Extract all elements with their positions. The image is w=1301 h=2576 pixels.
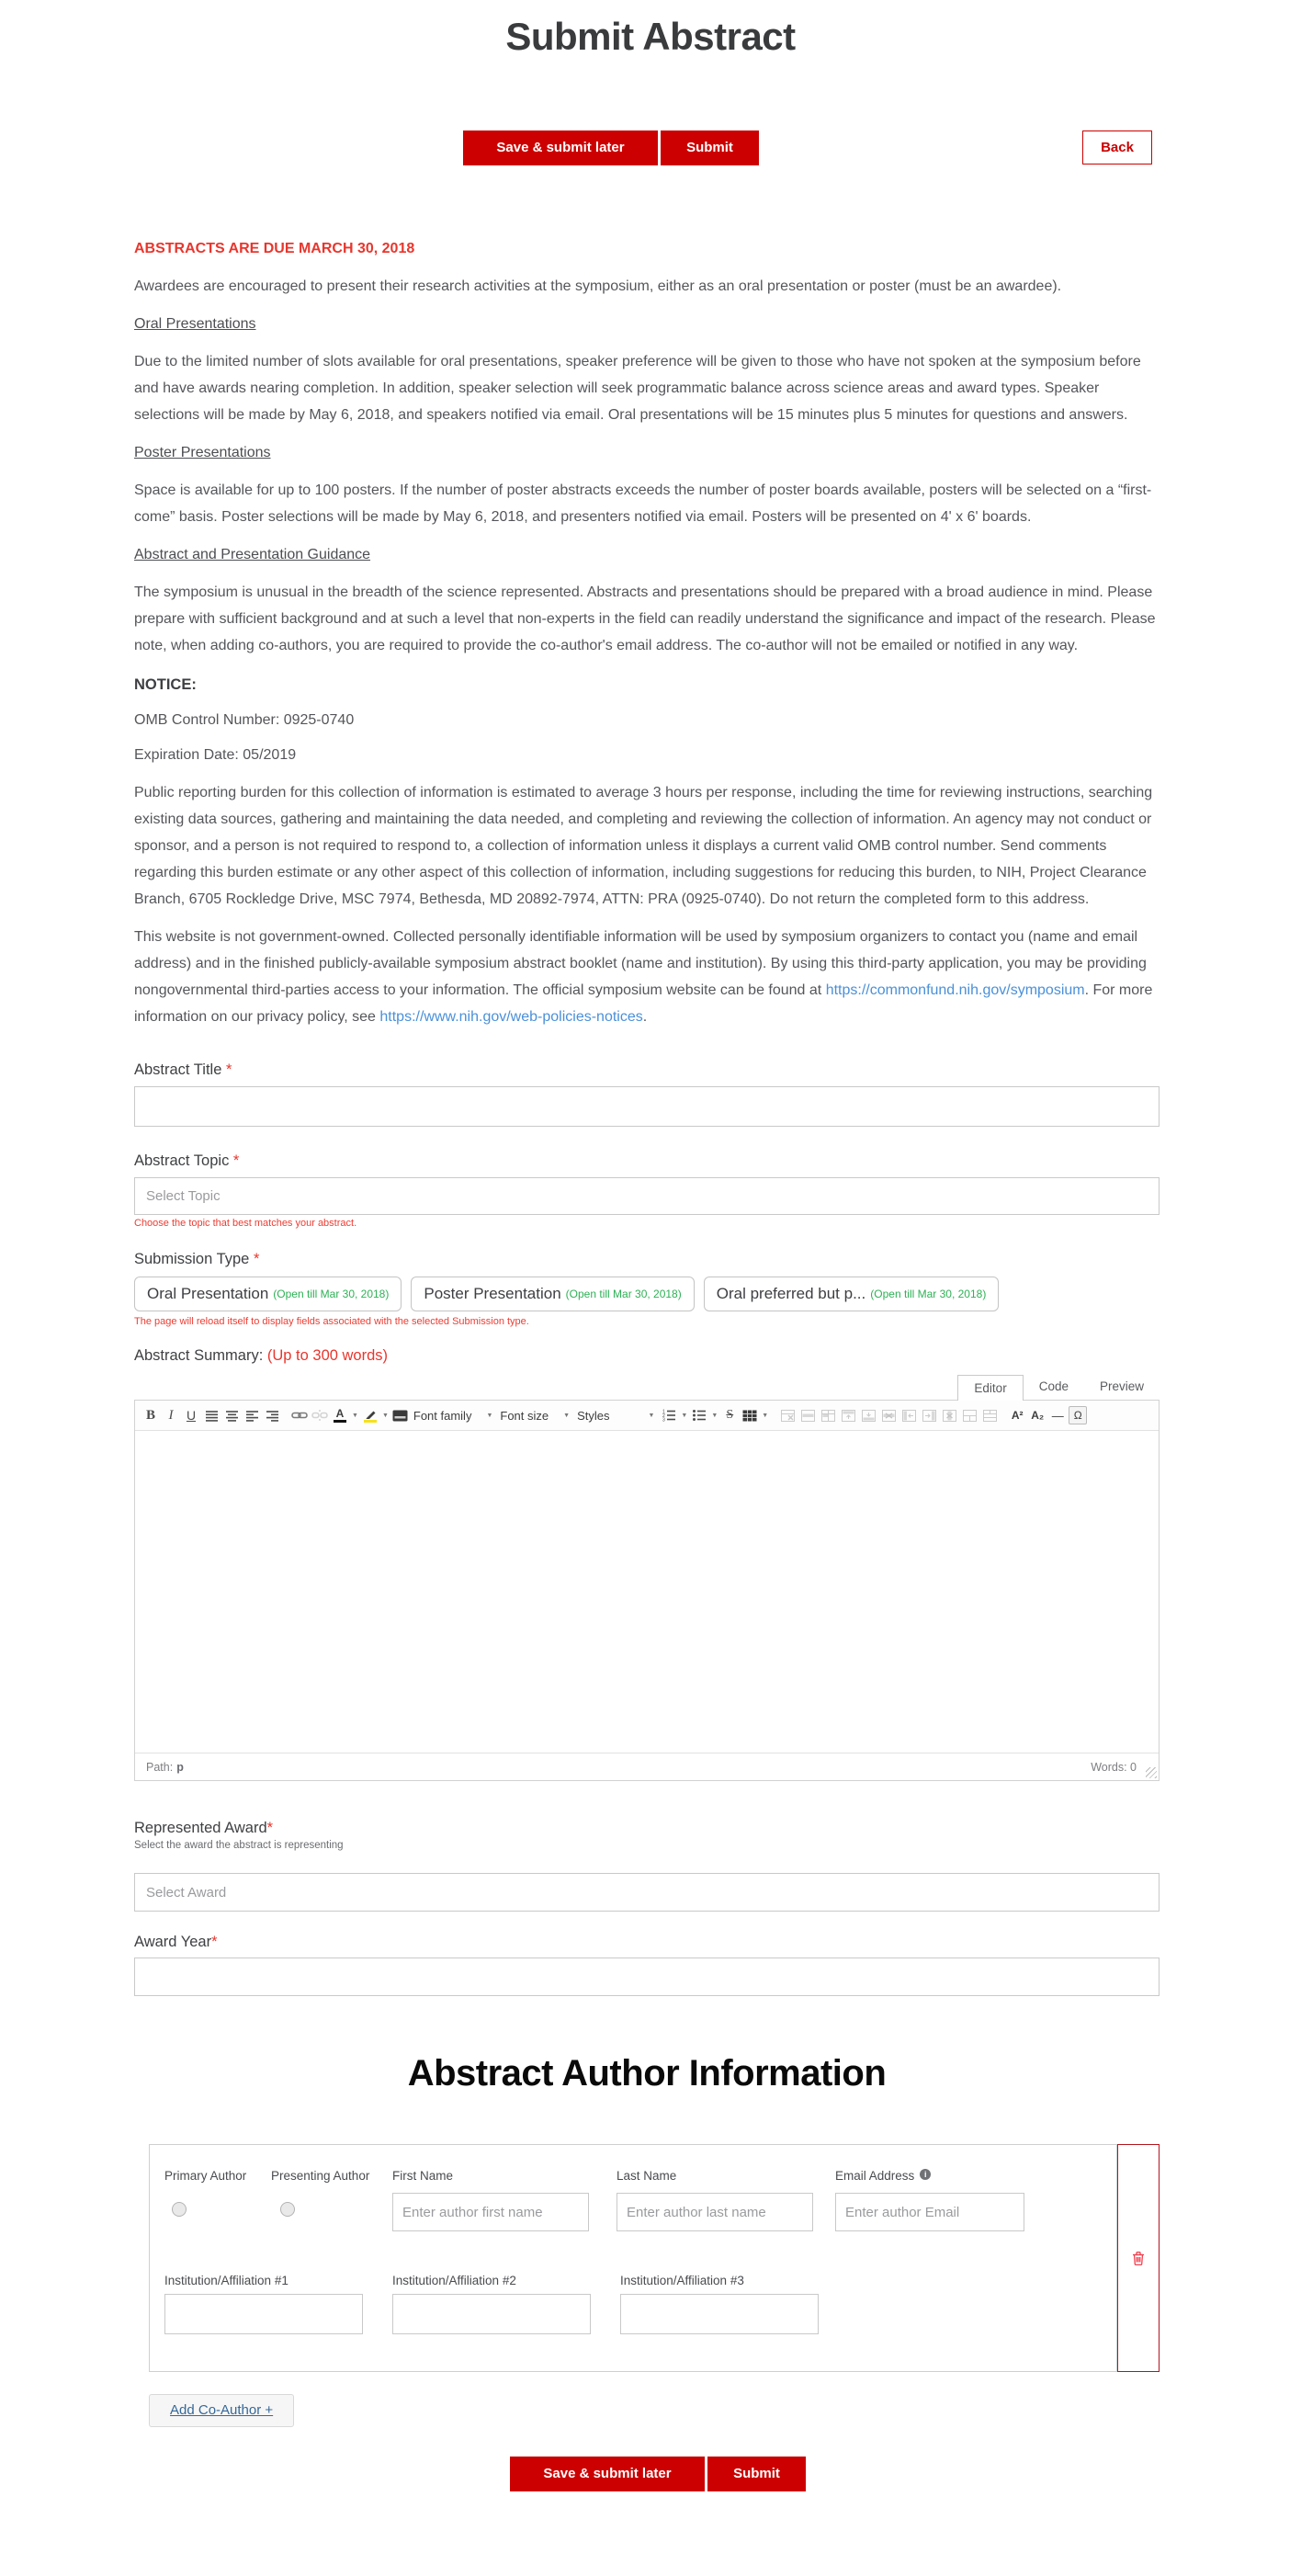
presenting-author-radio[interactable] — [280, 2202, 295, 2217]
save-submit-later-button[interactable]: Save & submit later — [463, 131, 658, 165]
rich-text-editor — [134, 1374, 1160, 1781]
submission-type-options — [134, 1277, 1160, 1311]
table-caret-icon[interactable]: ▼ — [762, 1412, 769, 1419]
institution-3-label: Institution/Affiliation #3 — [620, 2274, 744, 2287]
main-content — [134, 235, 1160, 2491]
author-section-heading: Abstract Author Information — [407, 2053, 887, 2094]
svg-text:2: 2 — [662, 1413, 666, 1419]
last-name-label: Last Name — [617, 2169, 677, 2183]
image-icon[interactable] — [391, 1405, 410, 1425]
author-row — [149, 2144, 1160, 2372]
strikethrough-icon[interactable]: S — [726, 1408, 734, 1422]
intro-paragraph: Awardees are encouraged to present their research activities at the symposium, either as an oral presentation or poster (must be an awardee). — [134, 278, 1062, 294]
guidance-body: The symposium is unusual in the breadth of the science represented. Abstracts and presentations should be prepared with a broad audience in mind. Please prepare with sufficient background and at such a level that non-experts in the field can readily understand the significance and impact of the research. Please note, when adding co-authors, you are required to provide the co-author's email address. The co-author will not be emailed or notified in any way. — [134, 584, 1156, 653]
poster-presentations-heading: Poster Presentations — [134, 445, 271, 460]
bottom-action-bar — [134, 2457, 1160, 2491]
privacy-text-pre: This website is not government-owned. Collected personally identifiable information will be used by symposium organizers to contact you (name and email address) and in the finished publicly-available symposium abstract booklet (name and institution). By using this third-party application, you may be providing nongovernmental third-parties access to your information. The official symposium website can be found at — [134, 929, 1147, 998]
editor-toolbar — [135, 1401, 1159, 1431]
open-till-badge: (Open till Mar 30, 2018) — [870, 1288, 987, 1300]
institution-2-label: Institution/Affiliation #2 — [392, 2274, 516, 2287]
delete-column-icon[interactable] — [940, 1405, 958, 1425]
email-info-icon[interactable]: i — [920, 2169, 931, 2180]
font-family-caret-icon: ▼ — [486, 1412, 493, 1419]
abstract-topic-helper: Choose the topic that best matches your abstract. — [134, 1218, 357, 1229]
required-asterisk: * — [225, 1061, 232, 1078]
abstract-due-notice: ABSTRACTS ARE DUE MARCH 30, 2018 — [134, 241, 415, 256]
represented-award-helper: Select the award the abstract is representing — [134, 1840, 344, 1851]
font-family-select[interactable]: Font family ▼ — [413, 1408, 493, 1423]
submission-type-label: Submission Type * — [134, 1251, 260, 1267]
highlight-caret-icon[interactable]: ▼ — [381, 1412, 389, 1419]
abstract-summary-label: Abstract Summary: (Up to 300 words) — [134, 1347, 389, 1364]
insert-row-after-icon[interactable] — [859, 1405, 877, 1425]
required-asterisk: * — [211, 1934, 218, 1950]
insert-column-before-icon[interactable] — [899, 1405, 918, 1425]
submission-type-poster[interactable]: Poster Presentation (Open till Mar 30, 2018) — [411, 1277, 694, 1311]
award-year-input[interactable] — [134, 1958, 1160, 1996]
author-panel — [149, 2144, 1117, 2372]
burden-paragraph: Public reporting burden for this collection of information is estimated to average 3 hours per response, including the time for reviewing instructions, searching existing data sources, gathering and maintaining the data needed, and completing and reviewing the collection of information. An agency may not conduct or sponsor, and a person is not required to respond to, a collection of information unless it displays a current valid OMB control number. Send comments regarding this burden estimate or any other aspect of this collection of information, including suggestions for reducing this burden, to NIH, Project Clearance Branch, 6705 Rockledge Drive, MSC 7974, Bethesda, MD 20892-7974, ATTN: PRA (0925-0740). Do not return the completed form to this address. — [134, 785, 1153, 907]
required-asterisk: * — [232, 1152, 240, 1169]
ordered-list-icon[interactable] — [660, 1405, 678, 1425]
add-co-author-button[interactable]: Add Co-Author + — [149, 2394, 294, 2427]
special-character-icon[interactable]: Ω — [1069, 1405, 1087, 1425]
oral-presentations-body: Due to the limited number of slots available for oral presentations, speaker preference will be given to those who have not spoken at the symposium before and have awards nearing completion. In addition, speaker selection will seek programmatic balance across science areas and award types. Speaker selections will be made by May 6, 2018, and speakers notified via email. Oral presentations will be 15 minutes plus 5 minutes for questions and answers. — [134, 354, 1141, 423]
align-center-icon[interactable] — [222, 1405, 241, 1425]
top-action-bar — [0, 131, 1301, 165]
poster-presentations-body: Space is available for up to 100 posters. If the number of poster abstracts exceeds the number of poster boards available, posters will be selected on a “first-come” basis. Poster selections will be made by May 6, 2018, and presenters notified via email. Posters will be presented on 4' x 6' boards. — [134, 482, 1152, 525]
cell-properties-icon[interactable] — [819, 1405, 837, 1425]
link-icon[interactable] — [290, 1405, 309, 1425]
privacy-text-end: . — [642, 1009, 648, 1025]
text-color-caret-icon[interactable]: ▼ — [352, 1412, 358, 1419]
styles-caret-icon: ▼ — [648, 1412, 655, 1419]
oral-presentations-heading: Oral Presentations — [134, 316, 256, 332]
submission-type-oral[interactable]: Oral Presentation (Open till Mar 30, 2018) — [134, 1277, 402, 1311]
represented-award-label: Represented Award* — [134, 1820, 274, 1836]
abstract-title-label: Abstract Title * — [134, 1061, 232, 1078]
editor-path: Path: p — [146, 1760, 184, 1774]
subscript-icon[interactable]: A₂ — [1031, 1409, 1045, 1422]
align-justify-icon[interactable] — [202, 1405, 221, 1425]
abstract-topic-input[interactable] — [134, 1177, 1160, 1215]
expiration-date: Expiration Date: 05/2019 — [134, 747, 297, 763]
italic-icon[interactable]: I — [168, 1407, 174, 1423]
first-name-label: First Name — [392, 2169, 454, 2183]
editor-word-count: Words: 0 — [1091, 1760, 1137, 1774]
styles-select[interactable]: Styles ▼ — [577, 1408, 655, 1423]
split-cells-icon[interactable] — [960, 1405, 979, 1425]
insert-column-after-icon[interactable] — [920, 1405, 938, 1425]
author-first-name-input[interactable] — [392, 2193, 589, 2231]
award-year-label: Award Year* — [134, 1934, 218, 1950]
required-asterisk: * — [266, 1820, 274, 1836]
editor-status-bar — [135, 1753, 1159, 1780]
editor-content-area[interactable] — [135, 1431, 1159, 1753]
submission-type-oral-preferred[interactable]: Oral preferred but p... (Open till Mar 30, 2018) — [704, 1277, 1000, 1311]
page-title: Submit Abstract — [505, 15, 796, 58]
email-address-label: Email Address i — [835, 2169, 931, 2183]
font-size-select[interactable]: Font size ▼ — [500, 1408, 571, 1423]
policies-link[interactable]: https://www.nih.gov/web-policies-notices — [379, 1009, 643, 1025]
submission-type-helper: The page will reload itself to display fields associated with the selected Submission type. — [134, 1316, 529, 1327]
bold-icon[interactable]: B — [145, 1407, 155, 1423]
tab-preview[interactable]: Preview — [1099, 1379, 1144, 1393]
guidance-heading: Abstract and Presentation Guidance — [134, 547, 371, 562]
delete-author-button[interactable] — [1117, 2144, 1160, 2372]
abstract-topic-label: Abstract Topic * — [134, 1152, 240, 1169]
open-till-badge: (Open till Mar 30, 2018) — [565, 1288, 682, 1300]
insert-row-before-icon[interactable] — [839, 1405, 857, 1425]
svg-text:1: 1 — [662, 1409, 666, 1415]
delete-table-icon[interactable] — [778, 1405, 797, 1425]
symposium-link[interactable]: https://commonfund.nih.gov/symposium — [825, 982, 1085, 998]
tab-editor[interactable]: Editor — [957, 1375, 1023, 1401]
privacy-paragraph — [134, 924, 1160, 1030]
primary-author-label: Primary Author — [164, 2169, 247, 2183]
trash-icon — [1132, 2251, 1145, 2265]
save-submit-later-button-bottom[interactable]: Save & submit later — [510, 2457, 705, 2491]
institution-2-input[interactable] — [392, 2294, 591, 2334]
notice-heading: NOTICE: — [134, 676, 197, 693]
superscript-icon[interactable]: A² — [1011, 1409, 1024, 1422]
open-till-badge: (Open till Mar 30, 2018) — [273, 1288, 390, 1300]
author-last-name-input[interactable] — [617, 2193, 813, 2231]
merge-cells-icon[interactable] — [980, 1405, 999, 1425]
row-properties-icon[interactable] — [798, 1405, 817, 1425]
resize-grip[interactable] — [1146, 1767, 1157, 1778]
submit-button-bottom[interactable]: Submit — [707, 2457, 806, 2491]
represented-award-input[interactable] — [134, 1873, 1160, 1912]
svg-text:3: 3 — [662, 1417, 666, 1422]
align-left-icon[interactable] — [243, 1405, 261, 1425]
unlink-icon[interactable] — [311, 1405, 329, 1425]
unordered-list-icon[interactable] — [690, 1405, 708, 1425]
delete-row-icon[interactable] — [879, 1405, 898, 1425]
institution-1-input[interactable] — [164, 2294, 363, 2334]
text-color-icon[interactable]: A — [331, 1405, 349, 1425]
table-icon[interactable] — [741, 1405, 759, 1425]
highlight-icon[interactable] — [361, 1405, 379, 1425]
unordered-list-caret-icon[interactable]: ▼ — [711, 1412, 718, 1419]
tab-code[interactable]: Code — [1038, 1379, 1069, 1393]
submit-button[interactable]: Submit — [661, 131, 759, 165]
author-email-input[interactable] — [835, 2193, 1024, 2231]
institution-1-label: Institution/Affiliation #1 — [164, 2274, 288, 2287]
word-limit-note: (Up to 300 words) — [266, 1347, 389, 1364]
horizontal-rule-icon[interactable]: — — [1051, 1408, 1064, 1423]
align-right-icon[interactable] — [263, 1405, 281, 1425]
primary-author-radio[interactable] — [172, 2202, 187, 2217]
required-asterisk: * — [253, 1251, 260, 1267]
underline-icon[interactable]: U — [186, 1408, 197, 1423]
privacy-text-mid: . For more information on our privacy policy, see — [134, 982, 1153, 1025]
ordered-list-caret-icon[interactable]: ▼ — [681, 1412, 688, 1419]
abstract-title-input[interactable] — [134, 1086, 1160, 1127]
editor-tab-bar — [134, 1374, 1160, 1400]
omb-control-number: OMB Control Number: 0925-0740 — [134, 712, 355, 728]
presenting-author-label: Presenting Author — [271, 2169, 370, 2183]
font-size-caret-icon: ▼ — [563, 1412, 571, 1419]
institution-3-input[interactable] — [620, 2294, 819, 2334]
back-button[interactable]: Back — [1082, 131, 1152, 165]
